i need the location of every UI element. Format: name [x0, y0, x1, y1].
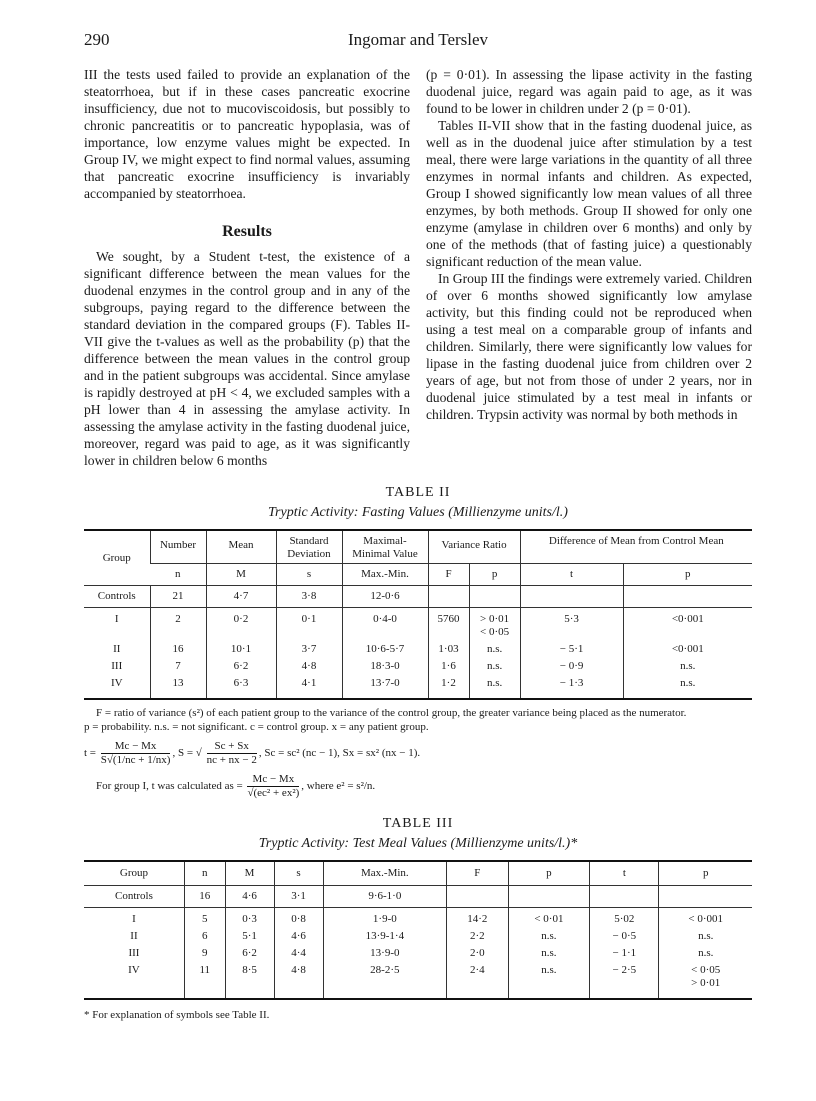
table-cell: 18·3-0: [342, 658, 428, 675]
col-header: Difference of Mean from Control Mean: [520, 530, 752, 564]
table-cell: 10·6-5·7: [342, 641, 428, 658]
table-cell: 16: [150, 641, 206, 658]
table-row: [84, 641, 752, 658]
page-number: 290: [84, 30, 110, 49]
table-cell: 0·8: [274, 908, 323, 929]
table-cell: 6·2: [225, 945, 274, 962]
table-cell: p: [659, 861, 752, 886]
table-cell: IV: [110, 677, 123, 689]
table-cell: <0·001: [623, 608, 752, 642]
table-cell: − 2·5: [590, 962, 659, 999]
col-header: Standard Deviation: [276, 530, 342, 564]
table-cell: [520, 586, 623, 608]
table-cell: 4·7: [206, 586, 276, 608]
table-cell: s: [276, 564, 342, 586]
table-cell: 14·2: [447, 908, 508, 929]
table-cell: 7: [150, 658, 206, 675]
table-cell: n: [184, 861, 225, 886]
table-cell: 13·7-0: [342, 675, 428, 699]
note: F = ratio of variance (s²) of each patient group to the variance of the control group, the greater variance being placed as the numerator.: [96, 707, 687, 719]
col-header: Mean: [206, 530, 276, 564]
table-cell: [428, 586, 469, 608]
table-cell: 4·8: [274, 962, 323, 999]
table-cell: 4·8: [276, 658, 342, 675]
table-cell: [508, 886, 590, 908]
table-cell: 3·7: [276, 641, 342, 658]
table-cell: > 0·01 < 0·05: [469, 608, 520, 642]
table3-number: TABLE III: [382, 816, 454, 831]
table-cell: n: [150, 564, 206, 586]
table-cell: Max.-Min.: [342, 564, 428, 586]
table-cell: 6·2: [206, 658, 276, 675]
table-row: [84, 658, 752, 675]
table-cell: II: [113, 643, 121, 655]
table-cell: p: [508, 861, 590, 886]
table-cell: 9·6-1·0: [323, 886, 447, 908]
table-cell: 2·4: [447, 962, 508, 999]
table-cell: Controls: [84, 886, 184, 908]
table-cell: n.s.: [623, 675, 752, 699]
table-row: [84, 962, 752, 999]
table-cell: p: [469, 564, 520, 586]
table-cell: n.s.: [508, 962, 590, 999]
table2-notes: [84, 706, 752, 800]
table-cell: 0·2: [206, 608, 276, 642]
formula-t: t = $\frac{Mc - Mx}{S√(1/nc + 1/nx)}$ , S = √ $\frac{Sc + Sx}{nc + nx - 2}$ , Sc = sc² (nc − 1), Sx = sx² (nx − 1).: [84, 740, 421, 766]
table-cell: 8·5: [225, 962, 274, 999]
body-columns: [84, 66, 752, 469]
table-cell: 6: [184, 928, 225, 945]
table-cell: 5·02: [590, 908, 659, 929]
table-cell: Controls: [84, 586, 150, 608]
paragraph: In Group III the findings were extremely varied. Children of over 6 months showed significantly low amylase activity, but this finding could not be reproduced when using a test meal on a comparable group of infants and children. Similarly, there were significantly low values for lipase in the fasting duodenal juice from children over 2 years of age, but not from those of under 2 years, nor in duodenal juice stimulated by a test meal in infants or children. Trypsin activity was normal by both methods in: [426, 271, 752, 422]
table-cell: 5760: [428, 608, 469, 642]
table-cell: n.s.: [469, 658, 520, 675]
table-cell: − 0·5: [590, 928, 659, 945]
table-cell: 10·1: [206, 641, 276, 658]
table-cell: − 0·9: [520, 658, 623, 675]
paragraph: Tables II-VII show that in the fasting duodenal juice, as well as in the duodenal juice after stimulation by a test meal, there were large variations in the quantity of all three enzymes in normal infants and children. As expected, Group I showed significantly low mean values of all three enzymes, by both methods. Group II showed for only one enzyme (amylase in children over 6 months) and only by one of the methods (that of fasting juice) a questionably significant reduction of the mean value.: [426, 118, 752, 269]
table-cell: 0·4-0: [342, 608, 428, 642]
formula-group1: For group I, t was calculated as = $\frac{Mc - Mx}{\text{√(ec² + ex²)}}$ , where e² = s²/n.: [96, 773, 376, 799]
table-cell: <0·001: [623, 641, 752, 658]
table-cell: 2·0: [447, 945, 508, 962]
table-cell: 21: [150, 586, 206, 608]
table3: [84, 860, 752, 1000]
table2-number: TABLE II: [385, 485, 451, 500]
table-cell: 4·6: [274, 928, 323, 945]
table-cell: n.s.: [508, 945, 590, 962]
table-cell: 11: [184, 962, 225, 999]
table-cell: [623, 586, 752, 608]
table3-caption: Tryptic Activity: Test Meal Values (Millienzyme units/l.)*: [258, 836, 578, 851]
col-header: Group: [102, 551, 131, 564]
table-cell: 13·9-1·4: [323, 928, 447, 945]
table-cell: M: [206, 564, 276, 586]
table-cell: p: [623, 564, 752, 586]
page-header: [84, 30, 752, 54]
table-cell: [590, 886, 659, 908]
table-cell: III: [128, 947, 140, 959]
table-cell: [469, 586, 520, 608]
col-header: Variance Ratio: [428, 530, 520, 564]
table-cell: 1·03: [428, 641, 469, 658]
table-cell: II: [130, 930, 138, 942]
table-cell: < 0·05 > 0·01: [659, 962, 752, 999]
table-cell: 28-2·5: [323, 962, 447, 999]
table-cell: 2·2: [447, 928, 508, 945]
table-cell: − 1·1: [590, 945, 659, 962]
table-row: [84, 675, 752, 699]
table-cell: − 5·1: [520, 641, 623, 658]
table-cell: < 0·01: [508, 908, 590, 929]
table3-footnote: * For explanation of symbols see Table II.: [84, 1009, 270, 1021]
table-row: [84, 928, 752, 945]
table-cell: I: [84, 908, 184, 929]
table-cell: 1·2: [428, 675, 469, 699]
table-cell: 13·9-0: [323, 945, 447, 962]
table-cell: 4·4: [274, 945, 323, 962]
table-cell: 5·3: [520, 608, 623, 642]
table2-title: [84, 485, 752, 521]
table-cell: F: [447, 861, 508, 886]
table-cell: 16: [184, 886, 225, 908]
table-cell: M: [225, 861, 274, 886]
table-cell: [659, 886, 752, 908]
paragraph: We sought, by a Student t-test, the existence of a significant difference between the mean values for the duodenal enzymes in the control group and in any of the subgroups, paying regard to the difference between the standard deviation in the compared groups (F). Tables II-VII give the t-values as well as the probability (p) that the difference between the mean values in the control group and in the patient subgroups was accidental. Since amylase is rapidly destroyed at pH < 4, we excluded samples with a pH lower than 4 in assessing the amylase activity. In assessing the amylase activity in the fasting duodenal juice, moreover, regard was paid to age, as it was significantly lower in children below 6 months: [84, 249, 410, 468]
table-cell: n.s.: [508, 928, 590, 945]
table-cell: 9: [184, 945, 225, 962]
note: p = probability. n.s. = not significant. c = control group. x = any patient group.: [84, 721, 429, 733]
table-cell: 0·3: [225, 908, 274, 929]
right-column: [426, 66, 752, 423]
running-title: Ingomar and Terslev: [347, 30, 489, 49]
table-cell: 0·1: [276, 608, 342, 642]
table-row: [84, 945, 752, 962]
table-cell: Max.-Min.: [323, 861, 447, 886]
table-cell: < 0·001: [659, 908, 752, 929]
table-cell: 12-0·6: [342, 586, 428, 608]
left-column: [84, 66, 410, 469]
page: [84, 0, 752, 1042]
table-row: [84, 608, 752, 642]
col-header: Number: [150, 530, 206, 564]
table-cell: n.s.: [623, 658, 752, 675]
table-cell: 1·9-0: [323, 908, 447, 929]
table-cell: [447, 886, 508, 908]
section-heading-results: Results: [222, 223, 272, 240]
table-cell: − 1·3: [520, 675, 623, 699]
table-cell: 3·1: [274, 886, 323, 908]
table-cell: I: [84, 608, 150, 642]
table-cell: 5·1: [225, 928, 274, 945]
col-header: Maximal-Minimal Value: [342, 530, 428, 564]
table-cell: F: [428, 564, 469, 586]
table3-title: [84, 816, 752, 852]
table-cell: 13: [150, 675, 206, 699]
table-cell: t: [520, 564, 623, 586]
table-cell: 5: [184, 908, 225, 929]
table-cell: III: [111, 660, 123, 672]
paragraph: III the tests used failed to provide an explanation of the steatorrhoea, but if in these cases pancreatic exocrine insufficiency, due not to mucoviscoidosis, but possibly to chronic pancreatitis or to pancreatic hypoplasia, was of importance, low enzyme values might be expected. In Group IV, we might expect to find normal values, assuming that pancreatic exocrine insufficiency is invariably accompanied by steatorrhoea.: [84, 67, 410, 201]
table-cell: 4·6: [225, 886, 274, 908]
table-cell: n.s.: [469, 675, 520, 699]
paragraph: (p = 0·01). In assessing the lipase activity in the fasting duodenal juice, regard was again paid to age, as it was found to be lower in children under 2 (p = 0·01).: [426, 67, 752, 116]
table-cell: t: [590, 861, 659, 886]
table-cell: Group: [119, 867, 148, 879]
table-cell: 1·6: [428, 658, 469, 675]
table-cell: IV: [128, 964, 140, 976]
table-cell: 2: [150, 608, 206, 642]
table-cell: n.s.: [659, 928, 752, 945]
table-cell: 4·1: [276, 675, 342, 699]
table-cell: 3·8: [276, 586, 342, 608]
table-cell: 6·3: [206, 675, 276, 699]
table2-caption: Tryptic Activity: Fasting Values (Millienzyme units/l.): [268, 505, 568, 520]
table-row: [84, 908, 752, 929]
table-cell: n.s.: [469, 641, 520, 658]
table-cell: s: [274, 861, 323, 886]
table-cell: n.s.: [659, 945, 752, 962]
table2: [84, 529, 752, 700]
